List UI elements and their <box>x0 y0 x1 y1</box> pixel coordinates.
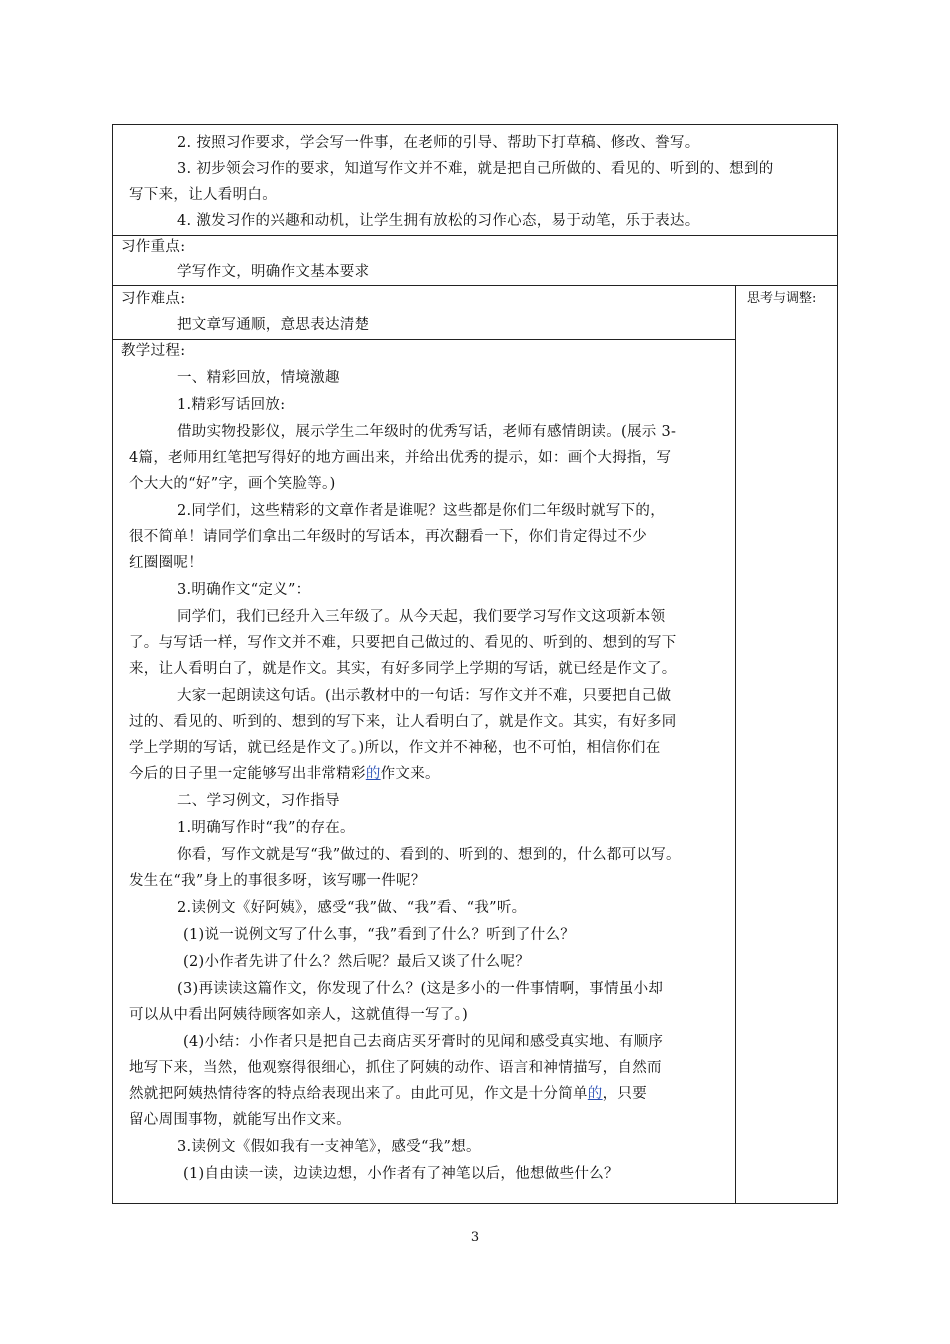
objective-4: 4. 激发习作的兴趣和动机，让学生拥有放松的习作心态，易于动笔，乐于表达。 <box>177 213 700 229</box>
row-divider <box>113 235 837 236</box>
process-line-tail: ，只要 <box>602 1086 648 1102</box>
process-line: 3.明确作文“定义”： <box>177 582 311 598</box>
row-divider <box>113 285 837 286</box>
inline-link[interactable]: 的 <box>587 1086 603 1102</box>
process-line: 2.同学们，这些精彩的文章作者是谁呢？这些都是你们二年级时就写下的， <box>177 503 666 519</box>
process-line: 一、精彩回放，情境激趣 <box>177 370 340 386</box>
process-line-text: 今后的日子里一定能够写出非常精彩 <box>129 766 366 782</box>
process-line-tail: 作文来。 <box>380 766 440 782</box>
process-line: 1.明确写作时“我”的存在。 <box>177 820 355 836</box>
lesson-plan-table <box>112 124 838 1204</box>
process-line: 同学们，我们已经升入三年级了。从今天起，我们要学习写作文这项新本领 <box>177 609 666 625</box>
process-line: (4)小结：小作者只是把自己去商店买牙膏时的见闻和感受真实地、有顺序 <box>183 1034 664 1050</box>
process-line: 4篇，老师用红笔把写得好的地方画出来，并给出优秀的提示，如：画个大拇指，写 <box>129 450 672 466</box>
process-line: (1)自由读一读，边读边想，小作者有了神笔以后，他想做些什么？ <box>183 1166 619 1182</box>
column-divider <box>735 285 736 1203</box>
key-point-text: 学写作文，明确作文基本要求 <box>177 264 370 280</box>
process-line: 了。与写话一样，写作文并不难，只要把自己做过的、看见的、听到的、想到的写下 <box>129 635 677 651</box>
difficult-point-text: 把文章写通顺，意思表达清楚 <box>177 317 370 333</box>
process-line: 借助实物投影仪，展示学生二年级时的优秀写话，老师有感情朗读。(展示 3- <box>177 424 677 440</box>
process-line: (3)再读读这篇作文，你发现了什么？(这是多小的一件事情啊，事情虽小却 <box>177 981 664 997</box>
process-line: 二、学习例文，习作指导 <box>177 793 340 809</box>
process-line: 学上学期的写话，就已经是作文了。)所以，作文并不神秘，也不可怕，相信你们在 <box>129 740 661 756</box>
process-line-with-link <box>129 764 440 784</box>
process-line: (1)说一说例文写了什么事，“我”看到了什么？听到了什么？ <box>183 927 576 943</box>
key-point-label: 习作重点: <box>121 239 186 255</box>
process-line: 过的、看见的、听到的、想到的写下来，让人看明白了，就是作文。其实，有好多同 <box>129 714 677 730</box>
process-line: 3.读例文《假如我有一支神笔》，感受“我”想。 <box>177 1139 481 1155</box>
process-line: 1.精彩写话回放: <box>177 397 286 413</box>
process-line: 留心周围事物，就能写出作文来。 <box>129 1112 351 1128</box>
process-line: (2)小作者先讲了什么？然后呢？最后又谈了什么呢？ <box>183 954 531 970</box>
process-line-text: 然就把阿姨热情待客的特点给表现出来了。由此可见，作文是十分简单 <box>129 1086 588 1102</box>
process-line: 来，让人看明白了，就是作文。其实，有好多同学上学期的写话，就已经是作文了。 <box>129 661 677 677</box>
objective-3-line1: 3. 初步领会习作的要求，知道写作文并不难，就是把自己所做的、看见的、听到的、想到的 <box>177 161 774 177</box>
process-line: 红圈圈呢！ <box>129 555 203 571</box>
inline-link[interactable]: 的 <box>365 766 381 782</box>
process-line: 发生在“我”身上的事很多呀，该写哪一件呢？ <box>129 873 426 889</box>
process-line-with-link <box>129 1084 647 1104</box>
process-line: 2.读例文《好阿姨》，感受“我”做、“我”看、“我”听。 <box>177 900 527 916</box>
process-line: 你看，写作文就是写“我”做过的、看到的、听到的、想到的，什么都可以写。 <box>177 847 681 863</box>
process-line: 很不简单！请同学们拿出二年级时的写话本，再次翻看一下，你们肯定得过不少 <box>129 529 647 545</box>
page-number: 3 <box>470 1230 480 1245</box>
process-line: 可以从中看出阿姨待顾客如亲人，这就值得一写了。) <box>129 1007 469 1023</box>
objective-2: 2. 按照习作要求，学会写一件事，在老师的引导、帮助下打草稿、修改、誊写。 <box>177 135 700 151</box>
process-line: 大家一起朗读这句话。(出示教材中的一句话：写作文并不难，只要把自己做 <box>177 688 672 704</box>
process-line: 个大大的“好”字，画个笑脸等。) <box>129 476 336 492</box>
process-label: 教学过程: <box>121 343 186 359</box>
row-divider <box>113 339 735 340</box>
difficult-point-label: 习作难点: <box>121 291 186 307</box>
objective-3-line2: 写下来，让人看明白。 <box>129 187 277 203</box>
reflection-label: 思考与调整: <box>747 291 817 306</box>
process-line: 地写下来，当然，他观察得很细心，抓住了阿姨的动作、语言和神情描写，自然而 <box>129 1060 662 1076</box>
